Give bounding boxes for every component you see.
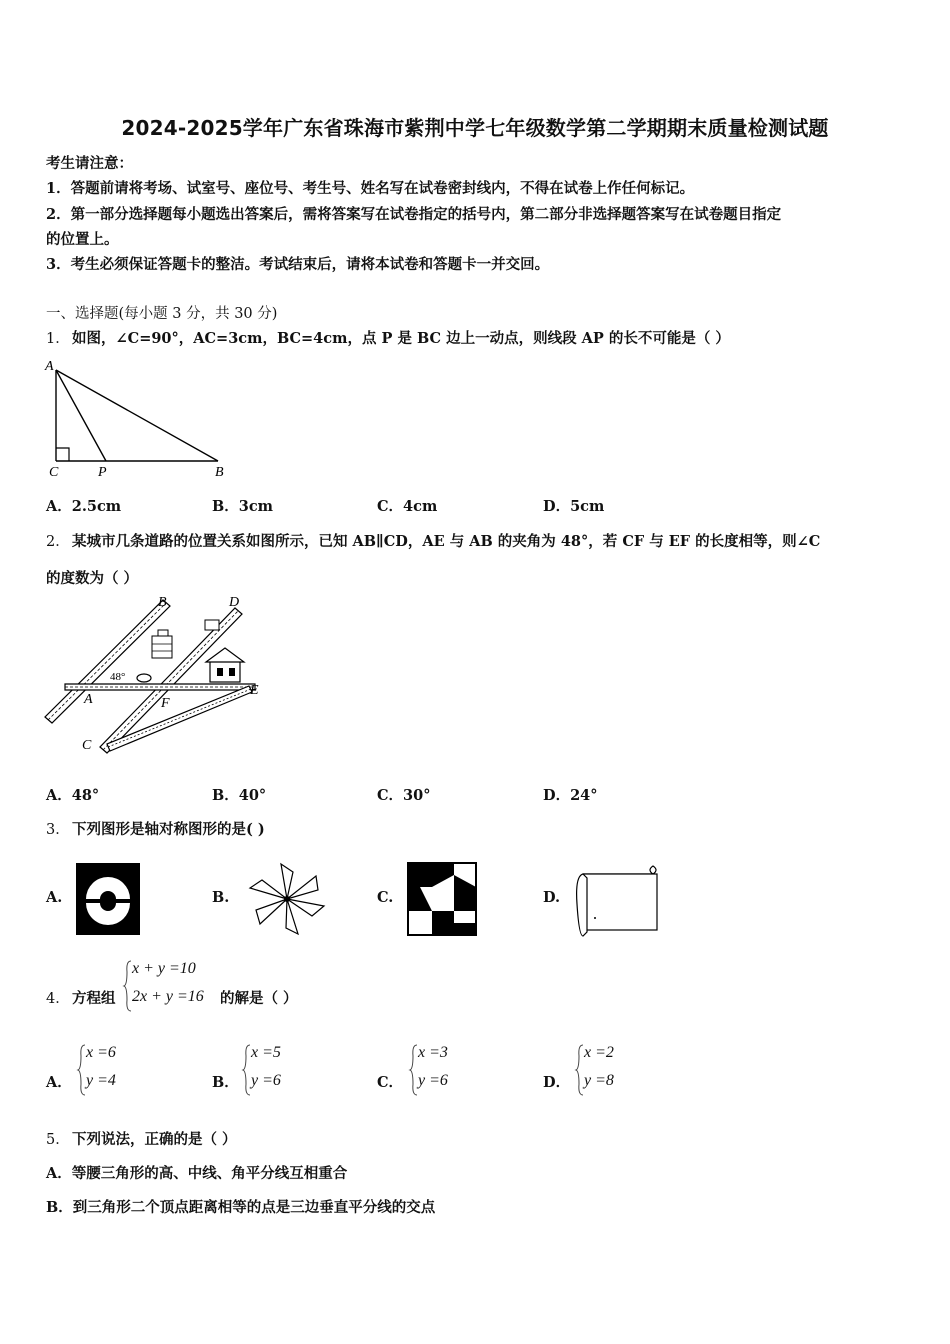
triangle-figure [40,355,240,480]
value-x: x =6 [86,1044,116,1061]
option-a-system[interactable] [78,1044,148,1100]
value-y: y =8 [584,1072,614,1089]
notice-item: 3．考生必须保证答题卡的整洁。考试结束后，请将本试卷和答题卡一并交回。 [46,256,550,273]
label-c: C [82,738,92,753]
option-b[interactable]: B．40° [212,787,267,804]
label-b: B [158,595,167,610]
question-text-cont: 的度数为（ ） [46,570,139,587]
option-d-system[interactable] [576,1044,646,1100]
brace-icon [576,1044,584,1096]
notice-item: 的位置上。 [46,231,119,248]
vertex-label-c: C [49,465,59,480]
question-text: 下列图形是轴对称图形的是( ) [72,821,265,838]
equation-system [124,960,224,1016]
option-c-label[interactable]: C. [377,889,394,906]
label-d: D [229,595,240,610]
question-number: 1． [46,331,70,347]
option-b-label[interactable]: B. [212,889,230,906]
page-title: 2024-2025学年广东省珠海市紫荆中学七年级数学第二学期期末质量检测试题 [121,116,829,140]
question-number: 2． [46,534,70,550]
option-a[interactable]: A． [46,1074,72,1091]
option-b[interactable]: B．3cm [212,498,274,515]
value-x: x =3 [418,1044,448,1061]
label-e: E [250,683,259,698]
notice-item: 2．第一部分选择题每小题选出答案后，需将答案写在试卷指定的括号内，第二部分非选择题答案写在试卷题目指定 [46,206,782,223]
section-heading: 一、选择题(每小题 3 分，共 30 分) [46,306,278,322]
angle-label: 48° [110,671,126,683]
equation-1: x + y =10 [132,960,196,977]
option-d-label[interactable]: D. [543,889,561,906]
question-number: 4． [46,991,70,1007]
option-d[interactable]: D．24° [543,787,598,804]
option-a-label[interactable]: A. [46,889,63,906]
label-f: F [161,696,170,711]
option-a[interactable]: A．2.5cm [46,498,122,515]
brace-icon [410,1044,418,1096]
value-y: y =4 [86,1072,116,1089]
road-figure [40,592,275,757]
vertex-label-a: A [45,359,54,374]
question-post: 的解是（ ） [220,990,298,1007]
value-y: y =6 [418,1072,448,1089]
option-d[interactable]: D． [543,1074,571,1091]
option-c-system[interactable] [410,1044,480,1100]
question-number: 5． [46,1132,70,1148]
vertex-label-b: B [215,465,224,480]
question-text: 下列说法，正确的是（ ） [72,1131,237,1148]
value-x: x =5 [251,1044,281,1061]
notice-heading: 考生请注意： [46,155,133,172]
option-b[interactable]: B． [212,1074,239,1091]
brace-icon [243,1044,251,1096]
question-text: 如图，∠C=90°，AC=3cm，BC=4cm，点 P 是 BC 边上一动点，则线段 AP 的长不可能是（ ） [72,330,730,347]
point-label-p: P [98,465,107,480]
brace-icon [124,960,132,1012]
figure-b-icon[interactable] [248,862,326,936]
question-number: 3． [46,822,70,838]
option-a[interactable]: A．等腰三角形的高、中线、角平分线互相重合 [46,1165,348,1182]
equation-2: 2x + y =16 [132,988,204,1005]
option-a[interactable]: A．48° [46,787,100,804]
option-c[interactable]: C．4cm [377,498,438,515]
label-a: A [84,692,93,707]
option-c[interactable]: C．30° [377,787,431,804]
value-x: x =2 [584,1044,614,1061]
brace-icon [78,1044,86,1096]
figure-d-icon[interactable] [573,864,661,938]
option-b-system[interactable] [243,1044,313,1100]
figure-c-icon[interactable] [408,863,476,935]
figure-a-icon[interactable] [76,863,140,935]
notice-item: 1．答题前请将考场、试室号、座位号、考生号、姓名写在试卷密封线内，不得在试卷上作任何标记。 [46,180,695,197]
option-b[interactable]: B．到三角形二个顶点距离相等的点是三边垂直平分线的交点 [46,1199,436,1216]
option-d[interactable]: D．5cm [543,498,605,515]
question-pre: 方程组 [72,990,116,1007]
question-text: 某城市几条道路的位置关系如图所示，已知 AB∥CD，AE 与 AB 的夹角为 48°，若 CF 与 EF 的长度相等，则∠C [72,533,821,550]
value-y: y =6 [251,1072,281,1089]
option-c[interactable]: C． [377,1074,404,1091]
